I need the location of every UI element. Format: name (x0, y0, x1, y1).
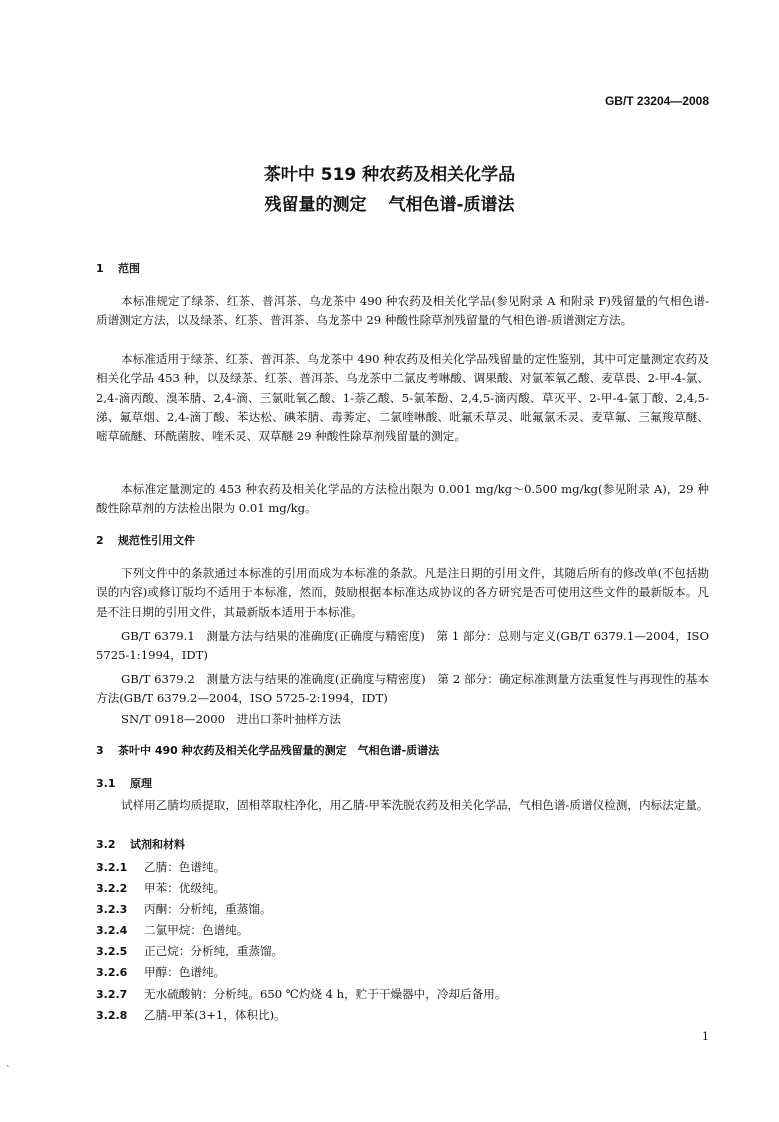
reagent-item (96, 921, 248, 940)
subsection-3-1-paragraph: 试样用乙腈均质提取，固相萃取柱净化，用乙腈-甲苯洗脱农药及相关化学品，气相色谱-质谱仪检测，内标法定量。 (121, 798, 709, 812)
item-text: 丙酮：分析纯，重蒸馏。 (144, 902, 272, 916)
section-title: 规范性引用文件 (118, 534, 195, 547)
subsection-3-1-heading (96, 775, 152, 793)
item-text: 甲醇：色谱纯。 (144, 965, 226, 979)
item-text: 二氯甲烷：色谱纯。 (144, 923, 249, 937)
section-1-paragraph-2: 本标准适用于绿茶、红茶、普洱茶、乌龙茶中 490 种农药及相关化学品残留量的定性鉴别，其中可定量测定农药及相关化学品 453 种，以及绿茶、红茶、普洱茶、乌龙茶中二氯皮考啉酸、调果酸、对氯苯氧乙酸、麦草畏、2-甲-4-氯、2,4-滴丙酸、溴苯腈、2,4-滴、三氯吡氧乙酸、1-萘乙酸、5-氯苯酚、2,4,5-滴丙酸、草灭平、2-甲-4-氯丁酸、2,4,5-涕、氟草烟、2,4-滴丁酸、苯达松、碘苯腈、毒莠定、二氯喹啉酸、吡氟禾草灵、吡氟氯禾灵、麦草氟、三氟羧草醚、嘧草硫醚、环酰菌胺、喹禾灵、双草醚 29 种酸性除草剂残留量的测定。 (96, 352, 709, 444)
reagent-item (96, 985, 506, 1004)
section-3-heading (96, 742, 439, 760)
subsection-number: 3.1 (96, 777, 116, 790)
reagent-item (96, 858, 225, 877)
reagent-item (96, 942, 283, 961)
section-number: 3 (96, 744, 104, 757)
title-line2-part1: 残留量的测定 (264, 195, 367, 215)
subsection-3-2-heading (96, 836, 185, 854)
item-number: 3.2.4 (96, 924, 128, 937)
section-2-heading (96, 532, 195, 550)
section-title: 范围 (118, 262, 140, 275)
item-text: 乙腈：色谱纯。 (144, 860, 226, 874)
scan-speck: ` (6, 1066, 11, 1076)
section-2-paragraph: 下列文件中的条款通过本标准的引用而成为本标准的条款。凡是注日期的引用文件，其随后所有的修改单(不包括勘误的内容)或修订版均不适用于本标准，然而，鼓励根据本标准达成协议的各方研究是否可使用这些文件的最新版本。凡是不注日期的引用文件，其最新版本适用于本标准。 (96, 566, 709, 619)
reagent-item (96, 879, 225, 898)
item-text: 甲苯：优级纯。 (144, 881, 226, 895)
section-number: 2 (96, 534, 104, 547)
item-text: 乙腈-甲苯(3+1，体积比)。 (144, 1008, 286, 1022)
subsection-title: 原理 (130, 777, 152, 790)
normative-reference-1: GB/T 6379.1 测量方法与结果的准确度(正确度与精密度) 第 1 部分：总则与定义(GB/T 6379.1—2004，ISO 5725-1:1994，IDT) (96, 629, 709, 663)
page-number: 1 (702, 1030, 709, 1043)
standard-code: GB/T 23204—2008 (604, 94, 709, 108)
reagent-item (96, 963, 225, 982)
document-title-line2 (0, 191, 779, 219)
section-1-heading (96, 260, 140, 278)
reagent-item (96, 1006, 286, 1025)
section-1-paragraph-3: 本标准定量测定的 453 种农药及相关化学品的方法检出限为 0.001 mg/kg～0.500 mg/kg(参见附录 A)，29 种酸性除草剂的方法检出限为 0.01 mg/kg。 (96, 482, 709, 516)
reagent-item (96, 900, 272, 919)
item-number: 3.2.5 (96, 945, 128, 958)
item-number: 3.2.2 (96, 882, 128, 895)
section-number: 1 (96, 262, 104, 275)
item-number: 3.2.1 (96, 861, 128, 874)
document-title-line1: 茶叶中 519 种农药及相关化学品 (263, 165, 516, 185)
item-number: 3.2.6 (96, 966, 128, 979)
normative-reference-3: SN/T 0918—2000 进出口茶叶抽样方法 (121, 712, 341, 726)
item-number: 3.2.7 (96, 988, 128, 1001)
section-title: 茶叶中 490 种农药及相关化学品残留量的测定 气相色谱-质谱法 (118, 744, 440, 757)
item-number: 3.2.3 (96, 903, 128, 916)
item-number: 3.2.8 (96, 1009, 128, 1022)
item-text: 无水硫酸钠：分析纯。650 ℃灼烧 4 h，贮于干燥器中，冷却后备用。 (144, 987, 507, 1001)
item-text: 正己烷：分析纯，重蒸馏。 (144, 944, 284, 958)
subsection-number: 3.2 (96, 838, 116, 851)
title-line2-part2: 气相色谱-质谱法 (388, 195, 515, 215)
normative-reference-2: GB/T 6379.2 测量方法与结果的准确度(正确度与精密度) 第 2 部分：确定标准测量方法重复性与再现性的基本方法(GB/T 6379.2—2004，ISO 5725-2:1994，IDT) (96, 672, 709, 706)
section-1-paragraph-1: 本标准规定了绿茶、红茶、普洱茶、乌龙茶中 490 种农药及相关化学品(参见附录 A 和附录 F)残留量的气相色谱-质谱测定方法，以及绿茶、红茶、普洱茶、乌龙茶中 29 种酸性除草剂残留量的气相色谱-质谱测定方法。 (96, 294, 709, 328)
subsection-title: 试剂和材料 (130, 838, 185, 851)
